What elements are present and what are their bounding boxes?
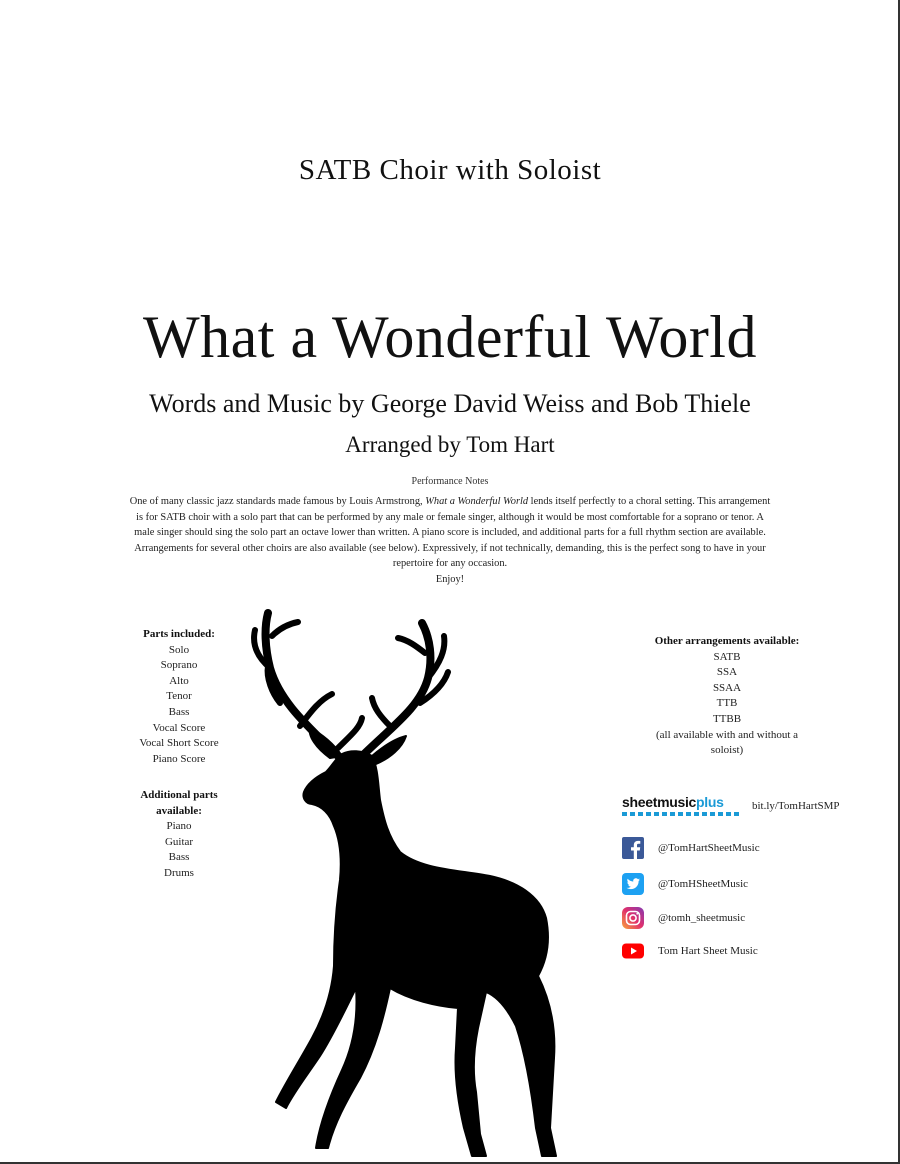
instagram-link-row[interactable] (622, 907, 745, 929)
additional-parts-heading-line2: available: (156, 804, 202, 817)
list-item: SSA (716, 666, 738, 679)
instagram-handle[interactable]: @tomh_sheetmusic (658, 912, 746, 924)
arrangements-note-line1: (all available with and without a (655, 728, 799, 741)
list-item: Soprano (160, 659, 198, 672)
deer-silhouette-icon (250, 608, 580, 1164)
youtube-link-row[interactable] (622, 940, 758, 962)
list-item: Solo (168, 643, 190, 656)
facebook-handle[interactable]: @TomHartSheetMusic (658, 842, 760, 854)
subtitle: SATB Choir with Soloist (298, 154, 602, 186)
performance-notes-heading: Performance Notes (411, 476, 489, 487)
parts-included-heading: Parts included: (143, 628, 215, 640)
list-item: Alto (169, 674, 189, 687)
additional-parts-heading-line1: Additional parts (140, 789, 218, 801)
page-title: What a Wonderful World (143, 304, 757, 370)
twitter-icon (622, 873, 644, 895)
facebook-icon (622, 837, 644, 859)
list-item: Piano Score (152, 752, 206, 765)
facebook-link-row[interactable] (622, 837, 760, 859)
list-item: Tenor (166, 690, 192, 703)
twitter-link-row[interactable] (622, 873, 748, 895)
youtube-icon (622, 940, 644, 962)
list-item: SATB (713, 650, 741, 663)
other-arrangements-list (630, 634, 824, 759)
arrangements-note-line2: soloist) (710, 744, 744, 757)
list-item: TTB (716, 697, 738, 710)
list-item: Vocal Short Score (139, 737, 219, 750)
sheetmusicplus-logo-icon: sheetmusicplus (622, 795, 742, 816)
notes-closing: Enjoy! (435, 573, 465, 585)
notes-text-before: One of many classic jazz standards made famous by Louis Armstrong, (129, 496, 426, 507)
performance-notes-text (128, 494, 772, 588)
twitter-handle[interactable]: @TomHSheetMusic (658, 878, 749, 890)
additional-parts-list (118, 788, 240, 882)
sheetmusicplus-url[interactable]: bit.ly/TomHartSMP (752, 799, 840, 812)
credits-line: Words and Music by George David Weiss and Bob Thiele (149, 389, 751, 418)
instagram-icon (622, 907, 644, 929)
other-arrangements-heading: Other arrangements available: (654, 635, 800, 647)
list-item: Drums (164, 866, 194, 879)
list-item: TTBB (712, 712, 742, 725)
list-item: Piano (166, 820, 192, 833)
list-item: Vocal Score (152, 721, 206, 734)
youtube-channel[interactable]: Tom Hart Sheet Music (658, 945, 758, 957)
notes-song-title: What a Wonderful World (425, 496, 529, 507)
sheetmusicplus-link-row[interactable] (622, 795, 840, 816)
list-item: Bass (168, 851, 190, 864)
arranger-line: Arranged by Tom Hart (345, 432, 555, 457)
list-item: Guitar (164, 835, 194, 848)
list-item: SSAA (712, 681, 742, 694)
parts-included-list (118, 627, 240, 767)
list-item: Bass (168, 705, 190, 718)
notes-text-after: lends itself perfectly to a choral setting. This arrangement is for SATB choir with a solo part that can be performed by any male or female singer, although it would be most comfortable for a soprano or tenor. A male singer should sing the solo part an octave lower than written. A piano score is included, and additional parts for a full rhythm section are available. Arrangements for several other choirs are also available (see below). Expressively, if not technically, demanding, this is the perfect song to have in your repertoire for any occasion. (134, 496, 771, 570)
